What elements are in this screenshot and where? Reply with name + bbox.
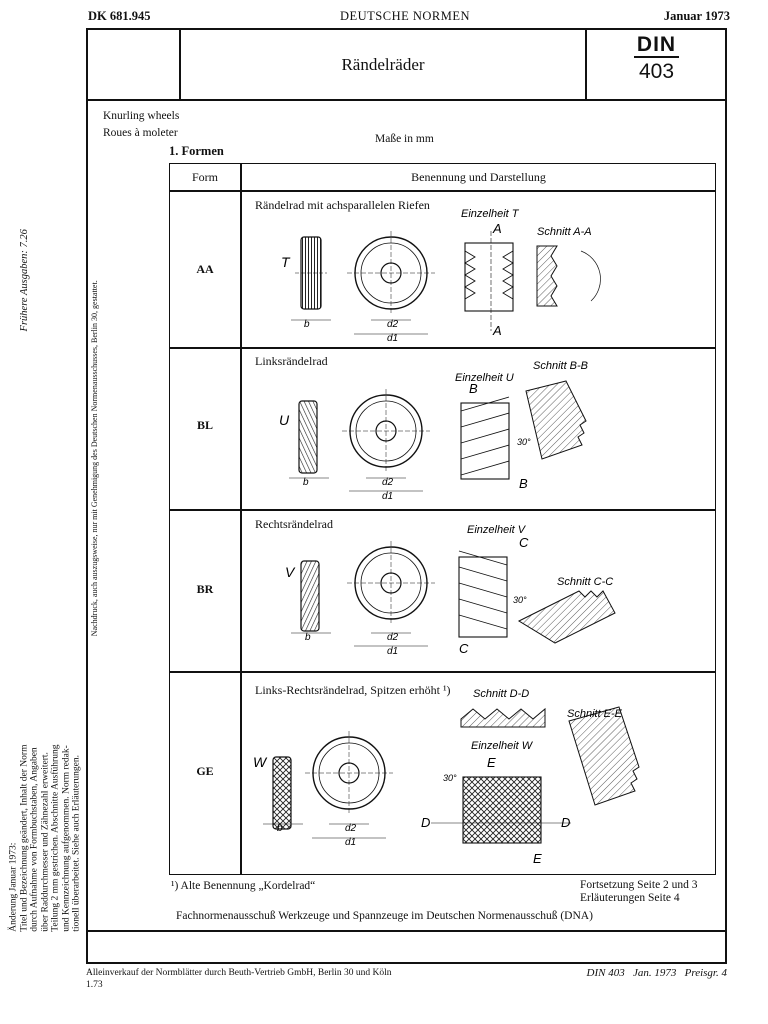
continuation-pages: Fortsetzung Seite 2 und 3 (580, 879, 698, 891)
row-name-ge: Links-Rechtsrändelrad, Spitzen erhöht ¹) (255, 683, 451, 697)
svg-text:E: E (533, 851, 542, 866)
earlier-editions: Frühere Ausgaben: 7.26 (18, 229, 30, 332)
svg-text:d1: d1 (387, 333, 399, 344)
detail-label-w: Einzelheit W (471, 740, 533, 752)
svg-text:D: D (561, 815, 571, 830)
svg-text:30°: 30° (517, 437, 531, 447)
svg-text:B: B (469, 381, 478, 396)
subtitle-en: Knurling wheels (103, 110, 180, 122)
wheel-side-view-bl (299, 401, 317, 473)
subtitle-fr: Roues à moleter (103, 127, 178, 139)
footer-print-code: 1.73 (86, 980, 103, 990)
svg-text:V: V (285, 564, 295, 580)
svg-text:W: W (253, 754, 267, 770)
form-code-aa: AA (196, 262, 214, 276)
wheel-side-view-ge (273, 757, 291, 829)
column-header-form: Form (191, 170, 218, 184)
footnote: ¹) Alte Benennung „Kordelrad“ (171, 880, 316, 892)
svg-text:U: U (279, 412, 290, 428)
change-note: Änderung Januar 1973: Titel und Bezeichnung geändert, Inhalt der Norm durch Aufnahme von Formbuchstaben, Angaben über Raddurchmesser und Zähnezahl erweitert. Teilung 2 mm gestrichen. Abschnitte Ausführung und Kennzeichnung aufgenommen. Norm redak- tionell überarbeitet. Siehe auch Erläuterungen. (8, 744, 82, 932)
committee-line: Fachnormenausschuß Werkzeuge und Spannzeuge im Deutschen Normenausschuß (DNA) (176, 910, 593, 922)
svg-text:E: E (487, 755, 496, 770)
svg-text:D: D (421, 815, 431, 830)
issue-date: Januar 1973 (663, 9, 730, 23)
detail-w-pattern (463, 777, 541, 843)
section-label-bb: Schnitt B-B (533, 360, 589, 372)
drawing-row-br (291, 541, 615, 646)
svg-text:C: C (519, 535, 529, 550)
svg-text:d1: d1 (345, 837, 357, 848)
form-code-bl: BL (196, 418, 213, 432)
svg-text:B: B (519, 476, 528, 491)
svg-text:C: C (459, 641, 469, 656)
svg-text:d2: d2 (387, 319, 399, 330)
svg-text:30°: 30° (513, 595, 527, 605)
svg-text:b: b (304, 319, 310, 330)
drawing-row-bl (289, 381, 586, 491)
series-title: DEUTSCHE NORMEN (339, 9, 471, 23)
svg-text:30°: 30° (443, 773, 457, 783)
drawing-row-aa (291, 231, 600, 334)
row-name-br: Rechtsrändelrad (255, 517, 333, 531)
detail-label-v: Einzelheit V (467, 524, 526, 536)
form-code-ge: GE (196, 764, 214, 778)
svg-text:b: b (277, 823, 283, 834)
svg-text:A: A (493, 323, 502, 338)
svg-text:d2: d2 (387, 632, 399, 643)
section-label-ee: Schnitt E-E (567, 708, 623, 720)
svg-text:d2: d2 (345, 823, 357, 834)
detail-label-t: Einzelheit T (461, 208, 519, 220)
column-header-description: Benennung und Darstellung (411, 170, 546, 184)
din-logo (586, 34, 727, 84)
section-label-cc: Schnitt C-C (557, 576, 614, 588)
page-title: Rändelräder (341, 55, 425, 74)
document-code: DK 681.945 (88, 9, 151, 23)
svg-text:A: A (493, 221, 502, 236)
section-label-dd: Schnitt D-D (473, 688, 530, 700)
din-word: DIN (634, 34, 679, 58)
copyright-notice: Nachdruck, auch auszugsweise, nur mit Genehmigung des Deutschen Normenausschusses, Berlin 30, gestattet. (89, 280, 99, 637)
units-note: Maße in mm (375, 133, 434, 145)
footer-din-reference: DIN 403 Jan. 1973 Preisgr. 4 (586, 967, 727, 979)
explanations-page: Erläuterungen Seite 4 (580, 892, 680, 904)
din-number: 403 (638, 60, 675, 83)
letter-t: T (281, 254, 290, 270)
svg-text:d1: d1 (382, 491, 394, 502)
row-name-aa: Rändelrad mit achsparallelen Riefen (255, 198, 430, 212)
footer-distribution: Alleinverkauf der Normblätter durch Beuth-Vertrieb GmbH, Berlin 30 und Köln (86, 968, 392, 978)
svg-text:b: b (303, 477, 309, 488)
svg-text:b: b (305, 632, 311, 643)
svg-text:d1: d1 (387, 646, 399, 657)
technical-drawings (241, 191, 715, 874)
wheel-side-view-br (301, 561, 319, 631)
section-heading: 1. Formen (169, 144, 224, 158)
detail-label-u: Einzelheit U (455, 372, 514, 384)
row-name-bl: Linksrändelrad (255, 354, 328, 368)
section-label-aa: Schnitt A-A (537, 226, 592, 238)
svg-text:d2: d2 (382, 477, 394, 488)
form-code-br: BR (196, 582, 214, 596)
